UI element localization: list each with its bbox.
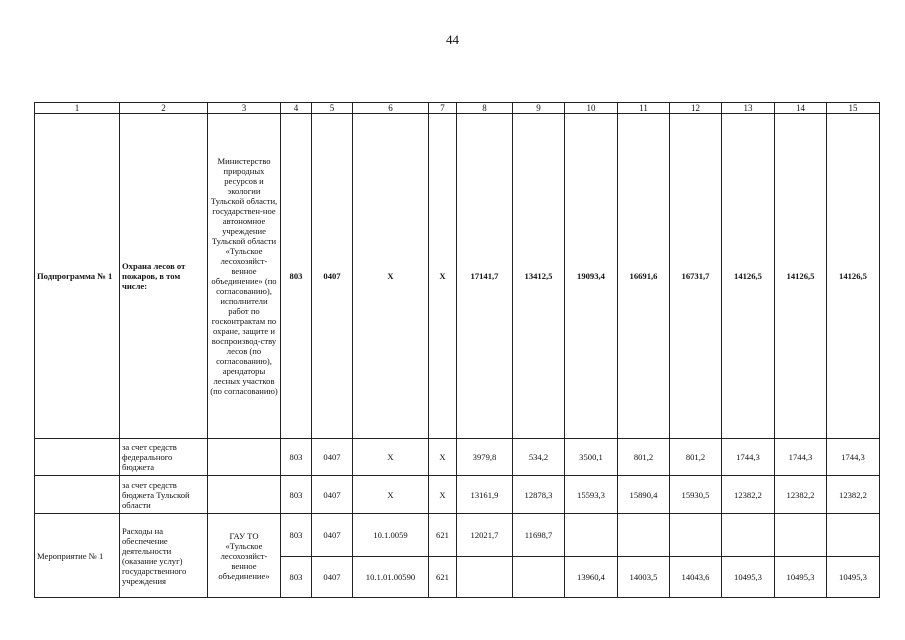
cell-value [513,557,565,598]
cell-value [670,514,722,557]
subprogram-executor: Министерство природных ресурсов и экологии Тульской области, государствен-ное автономное учреждение Тульской области «Тульское лесохозяйст-венное объединение» (по согласованию), исполнители работ по госконтрактам по охране, защите и воспроизвод-ству лесов (по согласованию), арендаторы лесных участков (по согласованию) [208,114,281,439]
cell-value: 10495,3 [827,557,880,598]
cell-c5: 0407 [312,439,353,476]
column-header: 10 [565,103,618,114]
cell-value: 15593,3 [565,476,618,514]
cell-value [457,557,513,598]
cell-value: 1744,3 [722,439,775,476]
column-header: 7 [429,103,457,114]
table-header-row [35,103,880,114]
cell-value [618,514,670,557]
cell-value: 534,2 [513,439,565,476]
cell-value: 10495,3 [722,557,775,598]
cell-c6: 10.1.01.00590 [353,557,429,598]
cell-value: 14126,5 [827,114,880,439]
cell-c4: 803 [281,114,312,439]
empty-cell [208,439,281,476]
column-header: 6 [353,103,429,114]
cell-value: 3500,1 [565,439,618,476]
cell-value [775,514,827,557]
cell-c7: 621 [429,514,457,557]
cell-value [827,514,880,557]
cell-value: 16731,7 [670,114,722,439]
cell-value: 13412,5 [513,114,565,439]
cell-value: 12382,2 [722,476,775,514]
cell-value: 1744,3 [775,439,827,476]
event-executor: ГАУ ТО «Тульское лесохозяйст-венное объединение» [208,514,281,598]
cell-c5: 0407 [312,557,353,598]
column-header: 12 [670,103,722,114]
cell-value: 801,2 [618,439,670,476]
cell-value: 17141,7 [457,114,513,439]
cell-c7: Х [429,114,457,439]
cell-c4: 803 [281,514,312,557]
cell-c6: Х [353,476,429,514]
column-header: 5 [312,103,353,114]
table-row-event-line-1 [35,514,880,557]
cell-c7: Х [429,476,457,514]
empty-cell [35,476,120,514]
cell-c6: Х [353,114,429,439]
cell-value [565,514,618,557]
event-name: Мероприятие № 1 [35,514,120,598]
page-number: 44 [446,32,459,47]
cell-value: 11698,7 [513,514,565,557]
cell-c5: 0407 [312,514,353,557]
table-row-regional [35,476,880,514]
column-header: 14 [775,103,827,114]
regional-title: за счет средств бюджета Тульской области [120,476,208,514]
subprogram-title: Охрана лесов от пожаров, в том числе: [120,114,208,439]
cell-value: 16691,6 [618,114,670,439]
column-header: 11 [618,103,670,114]
cell-c6: 10.1.0059 [353,514,429,557]
column-header: 3 [208,103,281,114]
cell-value: 12021,7 [457,514,513,557]
table-row-federal [35,439,880,476]
cell-c4: 803 [281,476,312,514]
column-header: 13 [722,103,775,114]
cell-value: 14043,6 [670,557,722,598]
empty-cell [208,476,281,514]
cell-value: 14003,5 [618,557,670,598]
federal-title: за счет средств федерального бюджета [120,439,208,476]
column-header: 9 [513,103,565,114]
budget-table [34,102,880,598]
cell-value: 10495,3 [775,557,827,598]
cell-value: 801,2 [670,439,722,476]
cell-c7: 621 [429,557,457,598]
column-header: 2 [120,103,208,114]
cell-value: 12878,3 [513,476,565,514]
cell-c6: Х [353,439,429,476]
column-header: 15 [827,103,880,114]
cell-value: 13960,4 [565,557,618,598]
cell-value: 12382,2 [775,476,827,514]
empty-cell [35,439,120,476]
cell-value: 3979,8 [457,439,513,476]
cell-c5: 0407 [312,114,353,439]
cell-c5: 0407 [312,476,353,514]
cell-c4: 803 [281,439,312,476]
cell-value: 13161,9 [457,476,513,514]
cell-value: 19093,4 [565,114,618,439]
column-header: 4 [281,103,312,114]
column-header: 1 [35,103,120,114]
cell-value: 12382,2 [827,476,880,514]
cell-value [722,514,775,557]
cell-value: 15890,4 [618,476,670,514]
cell-c4: 803 [281,557,312,598]
cell-value: 14126,5 [722,114,775,439]
subprogram-name: Подпрограмма № 1 [35,114,120,439]
cell-value: 1744,3 [827,439,880,476]
event-title: Расходы на обеспечение деятельности (оказание услуг) государственного учреждения [120,514,208,598]
table-row-subprogram [35,114,880,439]
cell-value: 14126,5 [775,114,827,439]
cell-c7: Х [429,439,457,476]
column-header: 8 [457,103,513,114]
cell-value: 15930,5 [670,476,722,514]
